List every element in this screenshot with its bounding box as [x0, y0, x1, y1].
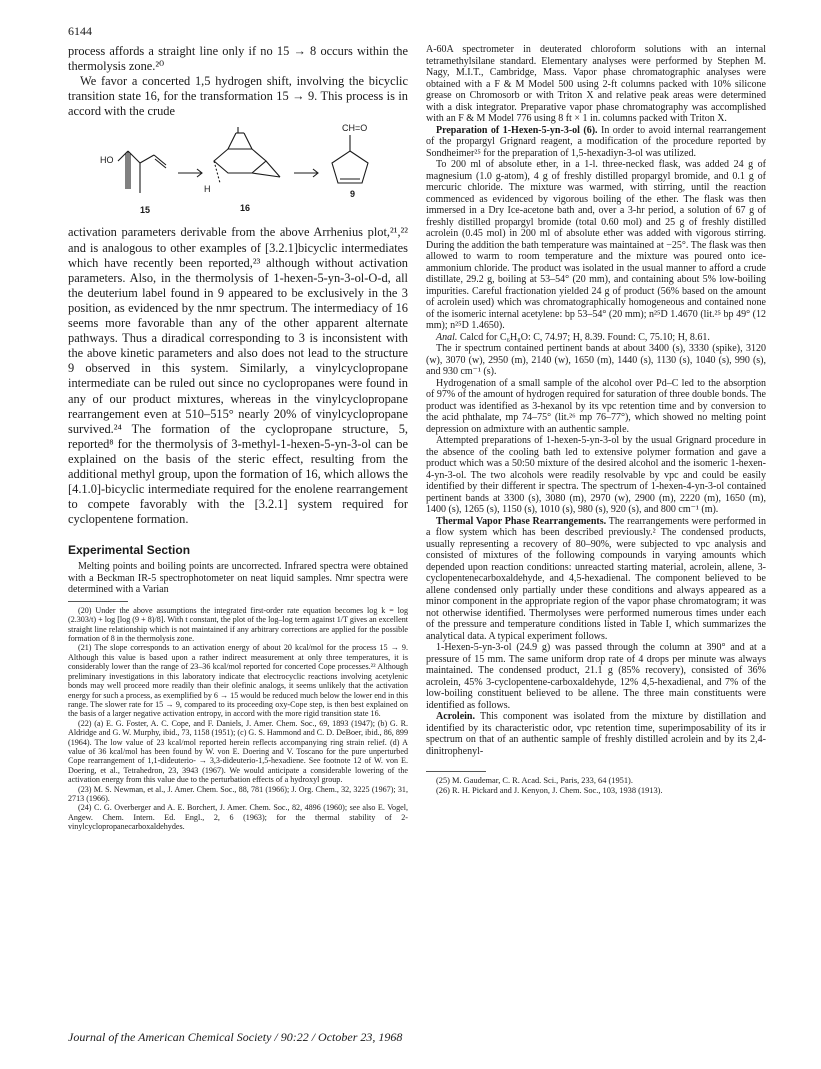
- anal-text: Calcd for C₆H₈O: C, 74.97; H, 8.39. Found: C, 75.10; H, 8.61.: [459, 331, 710, 343]
- experimental-intro: Melting points and boiling points are uncorrected. Infrared spectra were obtained with a Beckman IR-5 spectrophotometer on neat liquid samples. Nmr spectra were determined with a Varian: [68, 561, 408, 596]
- acrolein-text: This component was isolated from the mixture by distillation and identified by its characteristic odor, vpc retention time, superimposability of its ir spectrum on that of an authentic sample of freshly distilled acrolein and by its 2,4-dinitrophenyl-: [426, 711, 766, 757]
- body-paragraph: To 200 ml of absolute ether, in a 1-l. three-necked flask, was added 24 g of magnesium (1.0 g-atom), 4 g of freshly distilled propargyl bromide, and 0.1 g of mercuric chloride. The mixture was warmed, with stirring, until the reaction commenced as evidenced by vigorous boiling of the ether. The flask was then immersed in a Dry Ice-acetone bath and, over a 3-hr period, a solution of 67 g of freshly distilled propargyl bromide (total 0.60 mol) and 25 g of freshly distilled acrolein (0.45 mol) in 200 ml of absolute ether was added with vigorous stirring. During the addition the bath temperature was maintained at −25°. The flask was then allowed to warm to room temperature and the mixture was poured onto ice-ammonium chloride. The product was isolated in the usual manner to afford a crude distillate, 29.2 g, boiling at 53–54° (20 mm), and containing about 5% low-boiling impurities. Careful fractionation yielded 24 g of product (56% based on the amount of acrolein used) which was chromatographically homogeneous and contained none of the isomeric internal acetylene: bp 53–54° (20 mm); n²⁵D 1.4670 (lit.²⁵ bp 49° (12 mm); n²⁵D 1.4650).: [426, 159, 766, 331]
- body-paragraph: Hydrogenation of a small sample of the alcohol over Pd–C led to the absorption of 97% of the amount of hydrogen required for saturation of three double bonds. The product was identified as 3-hexanol by its vpc retention time and by conversion to the acid phthalate, mp 74–75° (lit.²⁶ mp 76–77°), which showed no melting point depression on admixture with an authentic sample.: [426, 377, 766, 435]
- body-paragraph: 1-Hexen-5-yn-3-ol (24.9 g) was passed through the column at 390° and at a pressure of 15 mm. The same uniform drop rate of 4 drops per minute was always maintained. The condensed product, 21.1 g (85% recovery), consisted of 36% acrolein, 45% 3-cyclopentene-carboxaldehyde, 12% 4,5-hexadienal, and 7% of the low-boiling constituent believed to be allene. The three main constituents were identified as follows.: [426, 642, 766, 711]
- right-column: [426, 44, 766, 795]
- body-paragraph: We favor a concerted 1,5 hydrogen shift, involving the bicyclic transition state 16, for the transformation 15 → 9. This process is in accord with the crude: [68, 74, 408, 119]
- thermal-text: The rearrangements were performed in a flow system which has been described previously.² The condensed products, usually representing a recovery of 80–90%, were subjected to vpc analysis and consisted of mixtures of the following compounds in varying amounts which depended upon reaction conditions: unreacted starting material, acrolein, allene, 3-cyclopentenecarboxaldehyde, and 4,5-hexadienal. The component believed to be allene condensed only partially under these conditions and always appeared as a minor component in the appropriate region of the vapor phase chromatogram; it was not otherwise identified. Thermolyses were performed numerous times under each of the pressure and temperature conditions listed in Table I, which summarizes the analytical data. A typical experiment follows.: [426, 515, 767, 642]
- footnote: (21) The slope corresponds to an activation energy of about 20 kcal/mol for the process 15 → 9. Although this value is based upon a rather indirect measurement at only three temperatures, it is considerably lower than the range of 23–36 kcal/mol reported for concerted Cope processes.²² Although preliminary investigations in this laboratory indicate that electrocyclic reactions involving acetylenic bonds may well proceed more readily than their olefinic analogs, it seems unlikely that the activation energy for such a process, as exemplified by 6 → 15 would be reduced much below the lower end in this range. The slower rate for 15 → 9, compared to its proceeding oxy-Cope step, is then best explained on the basis of a larger negative activation entropy, in accord with the more rigid transition state 16.: [68, 643, 408, 719]
- compound-16-label: 16: [240, 203, 251, 214]
- body-paragraph: activation parameters derivable from the above Arrhenius plot,²¹,²² and is analogous to other examples of [3.2.1]bicyclic intermediates which have recently been reported,²³ although without activation parameters. Also, in the thermolysis of 1-hexen-5-yn-3-ol-O-d, all the deuterium label found in 9 appeared to be exclusively in the 3 position, as evidenced by the nmr spectrum. The intermediacy of 16 seems more favorable than any of the other apparent alternate pathways. Thus a diradical corresponding to 3 is inconsistent with the above kinetic parameters and also does not lead to the structure 9 observed in this system. Similarly, a vinylcyclopropane intermediate can be ruled out since no cyclopropanes were found in any of our product mixtures, whereas in the vinylcyclopropane rearrangement even at 510–515° nearly 20% of vinylcyclopropane survived.²⁴ The formation of the cyclopropane structure, 5, reported⁸ for the thermolysis of 3-methyl-1-hexen-5-yn-3-ol can be explained on the basis of the steric effect, resulting from the additional methyl group, upon the formation of 16, which allows the [4.1.0]-bicyclic intermediate required for the enolene rearrangement to compete favorably with the [3.2.1] system required for cyclopentene formation.: [68, 225, 408, 527]
- body-paragraph: Attempted preparations of 1-hexen-5-yn-3-ol by the usual Grignard procedure in the absence of the cooling bath led to extensive polymer formation and gave a product which was a 50:50 mixture of the desired alcohol and the isomeric 1-hexen-4-yn-3-ol. The two alcohols were readily resolvable by vpc and could be easily identified by their different ir spectra. The spectrum of 1-hexen-4-yn-3-ol contained pertinent bands at 3300 (s), 3080 (m), 2970 (w), 2900 (m), 2220 (m), 1650 (m), 1400 (s), 1265 (s), 1150 (s), 1010 (s), 980 (s), 920 (s), and 800 cm⁻¹ (m).: [426, 435, 766, 515]
- footnote: (22) (a) E. G. Foster, A. C. Cope, and F. Daniels, J. Amer. Chem. Soc., 69, 1893 (1947); (b) G. R. Aldridge and G. W. Murphy, ibid., 73, 1158 (1951); (c) G. S. Hammond and C. D. DeBoer, ibid., 86, 899 (1964). The low value of 23 kcal/mol reported herein reflects accompanying ring strain relief. (d) A value of 36 kcal/mol has been found by W. von E. Doering and V. Toscano for the pure unperturbed Cope rearrangement of 1,1-dideuterio- → 3,3-dideuterio-1,5-hexadiene. See footnote 12 of W. von E. Doering, et al., Tetrahedron, 23, 3943 (1967). We would anticipate a considerable lowering of the activation energy from this value due to the perturbation effects of a hydroxyl group.: [68, 718, 408, 785]
- experimental-heading: Experimental Section: [68, 543, 191, 558]
- anal-label: Anal.: [436, 331, 458, 343]
- body-paragraph: The ir spectrum contained pertinent bands at about 3400 (s), 3330 (spike), 3120 (w), 3070 (w), 2950 (m), 2140 (w), 1650 (m), 1440 (s), 1130 (s), 1040 (s), 990 (s), and 930 cm⁻¹ (s).: [426, 343, 766, 377]
- page-number: 6144: [68, 24, 92, 38]
- reaction-scheme-drawing: [68, 121, 408, 221]
- compound-15-label: 15: [140, 205, 151, 216]
- left-column: [68, 44, 408, 832]
- body-paragraph: [426, 516, 766, 643]
- body-paragraph: [426, 711, 766, 757]
- footnote: (24) C. G. Overberger and A. E. Borchert, J. Amer. Chem. Soc., 82, 4896 (1960); see also E. Vogel, Angew. Chem. Intern. Ed. Engl., 2, 6 (1963); for the thermal stability of 2-vinylcyclopropanecarboxaldehydes.: [68, 803, 408, 832]
- body-paragraph: A-60A spectrometer in deuterated chloroform solutions with an internal tetramethylsilane standard. Elementary analyses were performed by Stephen M. Nagy, M.I.T., Cambridge, Mass. Vapor phase chromatographic analyses were obtained with a F & M Model 500 using 2-ft columns packed with 10% silicone grease on Chromosorb or with Triton X and relative peak areas were determined with a disk integrator. Preparative vapor phase chromatography was accomplished with an F & M Model 776 using 8 ft × 1 in. columns packed with Triton X.: [426, 44, 766, 124]
- footnote-divider: [68, 601, 128, 602]
- footnote: (25) M. Gaudemar, C. R. Acad. Sci., Paris, 233, 64 (1951).: [436, 776, 633, 785]
- footnote-divider: [426, 771, 486, 772]
- footnote: (26) R. H. Pickard and J. Kenyon, J. Chem. Soc., 103, 1938 (1913).: [436, 785, 663, 795]
- prep-text: In order to avoid internal rearrangement of the propargyl Grignard reagent, a modification of the procedure reported by Sondheimer²⁵ for the preparation of 1,5-hexadiyn-3-ol was utilized.: [426, 124, 767, 159]
- body-paragraph: [426, 125, 766, 160]
- aldehyde-label: CH=O: [342, 123, 368, 134]
- thermal-heading: Thermal Vapor Phase Rearrangements.: [436, 515, 607, 527]
- body-paragraph: process affords a straight line only if no 15 → 8 occurs within the thermolysis zone.²⁰: [68, 44, 408, 74]
- footnote: (23) M. S. Newman, et al., J. Amer. Chem. Soc., 88, 781 (1966); J. Org. Chem., 32, 3225 (1967); 31, 2713 (1966).: [68, 784, 408, 803]
- reaction-scheme: [68, 121, 408, 221]
- footnote: (20) Under the above assumptions the integrated first-order rate equation becomes log k = log (2.303/t) + log [log (9 + 8)/8]. With t constant, the plot of the log–log term against 1/T gives an excellent straight line relationship which is not maintained if any arbitrary corrections are applied for the possible formation of 8 in the thermolysis zone.: [68, 605, 408, 644]
- compound-9-label: 9: [350, 189, 356, 200]
- hydroxyl-label: HO: [100, 155, 114, 166]
- acrolein-heading: Acrolein.: [436, 711, 475, 722]
- prep-heading: Preparation of 1-Hexen-5-yn-3-ol (6).: [436, 124, 598, 136]
- hydrogen-label: H: [204, 184, 211, 195]
- journal-footer: Journal of the American Chemical Society / 90:22 / October 23, 1968: [68, 1030, 403, 1044]
- body-paragraph: [426, 332, 766, 344]
